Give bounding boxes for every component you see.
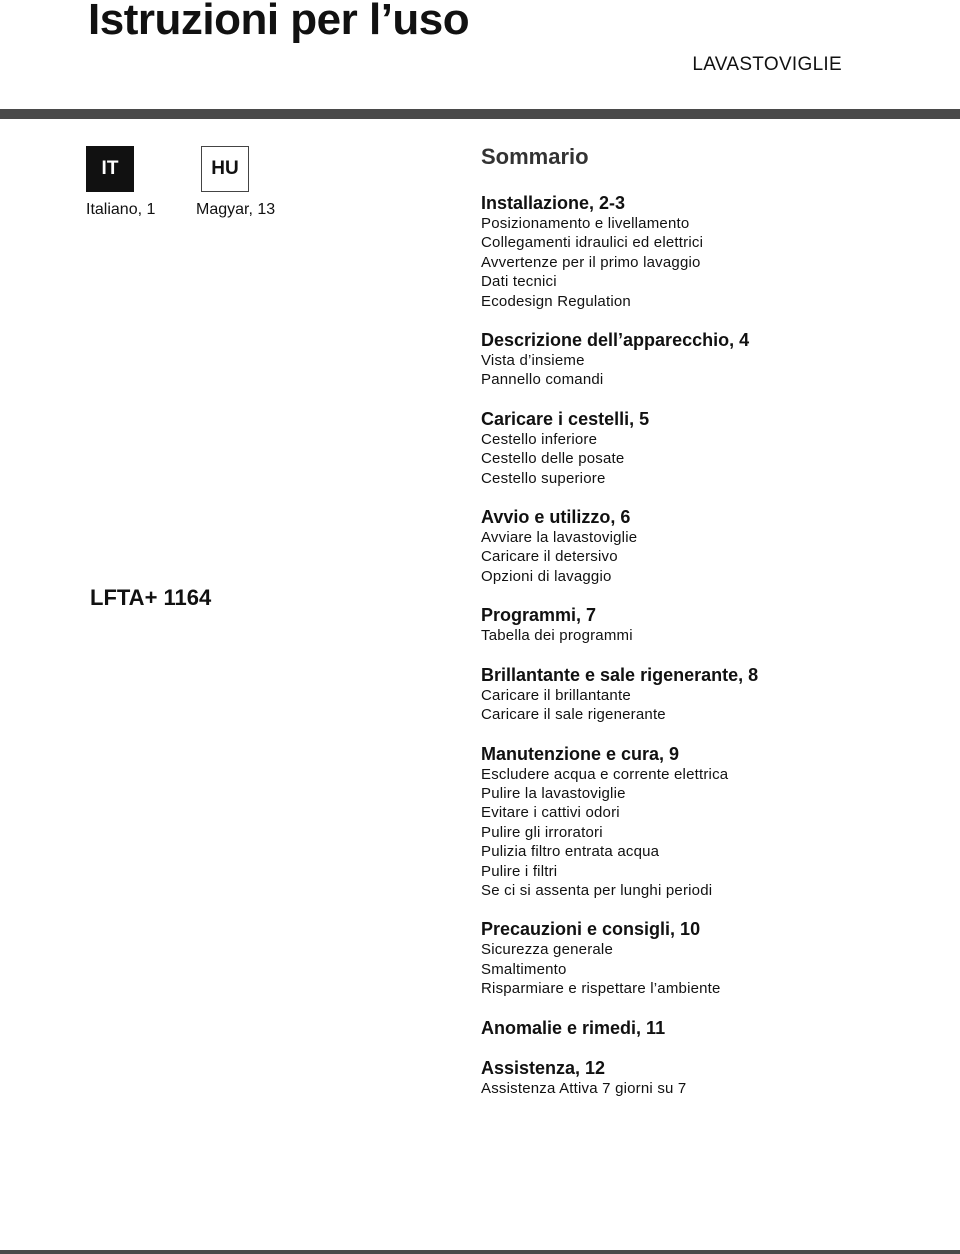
toc-section: [481, 918, 921, 998]
toc-item[interactable]: Smaltimento: [481, 960, 567, 978]
toc-item[interactable]: Dati tecnici: [481, 273, 557, 291]
toc-sections: [481, 192, 921, 1098]
toc-item[interactable]: Caricare il detersivo: [481, 548, 618, 566]
toc-item-list: [481, 1079, 921, 1098]
toc-section: [481, 1017, 921, 1039]
toc-item[interactable]: Vista d’insieme: [481, 352, 585, 370]
toc-section-title[interactable]: Brillantante e sale rigenerante, 8: [481, 664, 759, 685]
toc-item-list: [481, 940, 921, 998]
table-of-contents: [481, 142, 921, 1116]
toc-section: [481, 329, 921, 390]
toc-item[interactable]: Evitare i cattivi odori: [481, 804, 620, 822]
toc-section-title[interactable]: Descrizione dell’apparecchio, 4: [481, 330, 750, 351]
toc-item-list: [481, 626, 921, 645]
toc-section: [481, 506, 921, 586]
toc-item-list: [481, 351, 921, 390]
toc-item[interactable]: Pulire i filtri: [481, 862, 558, 880]
toc-item[interactable]: Caricare il sale rigenerante: [481, 706, 666, 724]
toc-item[interactable]: Caricare il brillantante: [481, 686, 631, 704]
toc-item[interactable]: Cestello inferiore: [481, 430, 598, 448]
toc-section: [481, 664, 921, 725]
language-tab-hu[interactable]: HU: [201, 146, 249, 192]
toc-section-title[interactable]: Avvio e utilizzo, 6: [481, 507, 631, 528]
toc-item-list: [481, 214, 921, 311]
toc-section: [481, 743, 921, 901]
toc-section-title[interactable]: Installazione, 2-3: [481, 193, 626, 213]
toc-item[interactable]: Pulire gli irroratori: [481, 823, 603, 841]
toc-item[interactable]: Pannello comandi: [481, 371, 604, 389]
toc-heading: Sommario: [481, 144, 589, 169]
toc-item-list: [481, 686, 921, 725]
toc-section-title[interactable]: Caricare i cestelli, 5: [481, 408, 650, 429]
toc-item[interactable]: Tabella dei programmi: [481, 627, 633, 645]
top-divider: [0, 109, 960, 119]
toc-item[interactable]: Collegamenti idraulici ed elettrici: [481, 234, 704, 252]
toc-item[interactable]: Sicurezza generale: [481, 941, 614, 959]
bottom-divider: [0, 1250, 960, 1254]
toc-section: [481, 1057, 921, 1098]
toc-section-title[interactable]: Assistenza, 12: [481, 1057, 606, 1078]
toc-section: [481, 192, 921, 311]
toc-item-list: [481, 765, 921, 901]
page-title: Istruzioni per l’uso: [88, 0, 470, 44]
document-subtitle: LAVASTOVIGLIE: [692, 54, 842, 75]
model-name: LFTA+ 1164: [90, 585, 212, 610]
language-tab-it[interactable]: IT: [86, 146, 134, 192]
toc-item[interactable]: Ecodesign Regulation: [481, 292, 631, 310]
toc-item[interactable]: Avvertenze per il primo lavaggio: [481, 253, 701, 271]
toc-section-title[interactable]: Anomalie e rimedi, 11: [481, 1017, 666, 1038]
toc-item-list: [481, 528, 921, 586]
toc-item[interactable]: Opzioni di lavaggio: [481, 567, 612, 585]
toc-item[interactable]: Se ci si assenta per lunghi periodi: [481, 881, 713, 899]
toc-section: [481, 604, 921, 645]
toc-section-title[interactable]: Manutenzione e cura, 9: [481, 743, 680, 764]
toc-item[interactable]: Avviare la lavastoviglie: [481, 529, 638, 547]
toc-item[interactable]: Posizionamento e livellamento: [481, 215, 690, 232]
toc-item[interactable]: Assistenza Attiva 7 giorni su 7: [481, 1079, 687, 1097]
toc-item-list: [481, 430, 921, 488]
toc-item[interactable]: Cestello superiore: [481, 469, 606, 487]
toc-item[interactable]: Risparmiare e rispettare l’ambiente: [481, 980, 721, 998]
toc-item[interactable]: Cestello delle posate: [481, 450, 625, 468]
toc-section-title[interactable]: Precauzioni e consigli, 10: [481, 919, 701, 940]
toc-item[interactable]: Pulizia filtro entrata acqua: [481, 843, 660, 861]
language-caption-it: Italiano, 1: [86, 201, 156, 218]
toc-item[interactable]: Pulire la lavastoviglie: [481, 784, 626, 802]
toc-section-title[interactable]: Programmi, 7: [481, 605, 597, 626]
toc-item[interactable]: Escludere acqua e corrente elettrica: [481, 765, 729, 783]
toc-section: [481, 408, 921, 488]
language-caption-hu: Magyar, 13: [196, 201, 276, 218]
